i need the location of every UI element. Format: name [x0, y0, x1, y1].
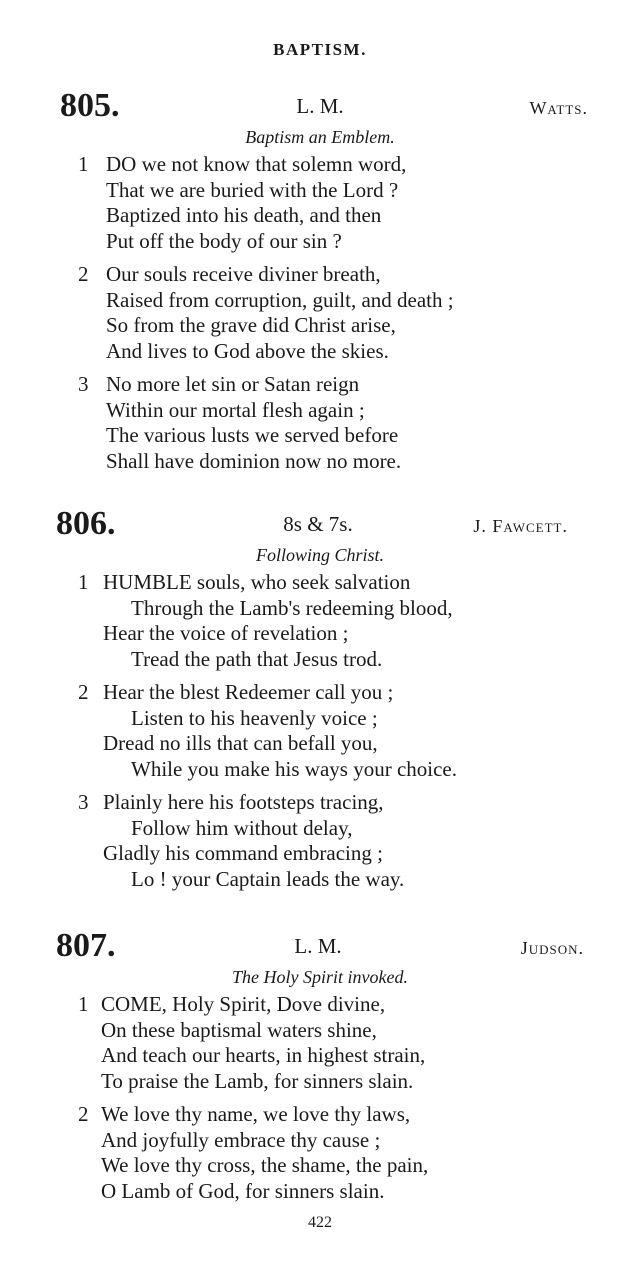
hymn-author: J. Fawcett. — [473, 516, 568, 536]
hymn-meter: L. M. — [294, 934, 342, 958]
hymn-number: 806. — [56, 505, 116, 542]
verse-line: While you make his ways your choice. — [131, 756, 457, 781]
hymn-806 — [0, 504, 640, 900]
verse-line: Raised from corruption, guilt, and death ; — [106, 287, 454, 312]
hymn-header — [0, 926, 640, 966]
hymn-author: Watts. — [529, 98, 588, 118]
verse-number: 1 — [78, 992, 89, 1016]
verse-number: 2 — [78, 1102, 89, 1126]
verse-line: That we are buried with the Lord ? — [106, 177, 399, 202]
verse-line: And teach our hearts, in highest strain, — [101, 1043, 426, 1067]
stanza — [0, 790, 640, 892]
hymn-number: 805. — [60, 87, 120, 124]
stanza — [0, 372, 640, 474]
hymn-807 — [0, 926, 640, 1212]
verse-line: Our souls receive diviner breath, — [106, 262, 381, 286]
verse-line: COME, Holy Spirit, Dove divine, — [101, 992, 386, 1016]
verse-line: Gladly his command embracing ; — [103, 841, 383, 865]
verse-line: On these baptismal waters shine, — [101, 1017, 377, 1042]
verse-line: To praise the Lamb, for sinners slain. — [101, 1068, 414, 1093]
verse-line: Baptized into his death, and then — [106, 203, 382, 227]
hymn-meter: L. M. — [296, 94, 344, 118]
verse-line: Plainly here his footsteps tracing, — [103, 790, 384, 814]
verse-number: 1 — [78, 570, 89, 594]
verse-line: Within our mortal flesh again ; — [106, 397, 365, 422]
verse-number: 1 — [78, 152, 89, 176]
verse-line: We love thy cross, the shame, the pain, — [101, 1153, 429, 1177]
verse-line: Tread the path that Jesus trod. — [131, 646, 383, 671]
verse-number: 2 — [78, 262, 89, 286]
stanza — [0, 992, 640, 1094]
stanza — [0, 570, 640, 672]
verse-number: 3 — [78, 372, 89, 396]
verse-line: No more let sin or Satan reign — [106, 372, 360, 396]
verse-line: Through the Lamb's redeeming blood, — [131, 595, 453, 620]
verse-line: Shall have dominion now no more. — [106, 448, 402, 473]
hymn-number: 807. — [56, 927, 116, 964]
page-number: 422 — [308, 1214, 332, 1231]
hymn-805 — [0, 86, 640, 482]
stanza — [0, 680, 640, 782]
hymn-header — [0, 504, 640, 544]
hymn-subtitle: The Holy Spirit invoked. — [232, 967, 408, 987]
stanza — [0, 152, 640, 254]
verse-line: Lo ! your Captain leads the way. — [131, 866, 405, 891]
hymn-header — [0, 86, 640, 126]
stanza — [0, 262, 640, 364]
verse-line: Dread no ills that can befall you, — [103, 731, 378, 755]
hymn-subtitle: Baptism an Emblem. — [245, 127, 395, 147]
hymn-author: Judson. — [520, 938, 584, 958]
running-head: BAPTISM. — [273, 40, 367, 59]
verse-line: And lives to God above the skies. — [106, 338, 389, 363]
verse-line: The various lusts we served before — [106, 423, 399, 447]
verse-number: 3 — [78, 790, 89, 814]
verse-line: And joyfully embrace thy cause ; — [101, 1127, 381, 1152]
verse-line: Listen to his heavenly voice ; — [131, 705, 378, 730]
hymn-meter: 8s & 7s. — [283, 512, 353, 536]
verse-number: 2 — [78, 680, 89, 704]
verse-line: Hear the blest Redeemer call you ; — [103, 680, 394, 704]
hymn-subtitle: Following Christ. — [255, 545, 385, 565]
verse-line: We love thy name, we love thy laws, — [101, 1102, 411, 1126]
verse-line: HUMBLE souls, who seek salvation — [103, 570, 411, 594]
verse-line: So from the grave did Christ arise, — [106, 313, 396, 337]
verse-line: Follow him without delay, — [131, 815, 353, 840]
stanza — [0, 1102, 640, 1204]
verse-line: Hear the voice of revelation ; — [103, 621, 349, 645]
verse-line: DO we not know that solemn word, — [106, 152, 407, 176]
verse-line: O Lamb of God, for sinners slain. — [101, 1178, 385, 1203]
verse-line: Put off the body of our sin ? — [106, 228, 342, 253]
